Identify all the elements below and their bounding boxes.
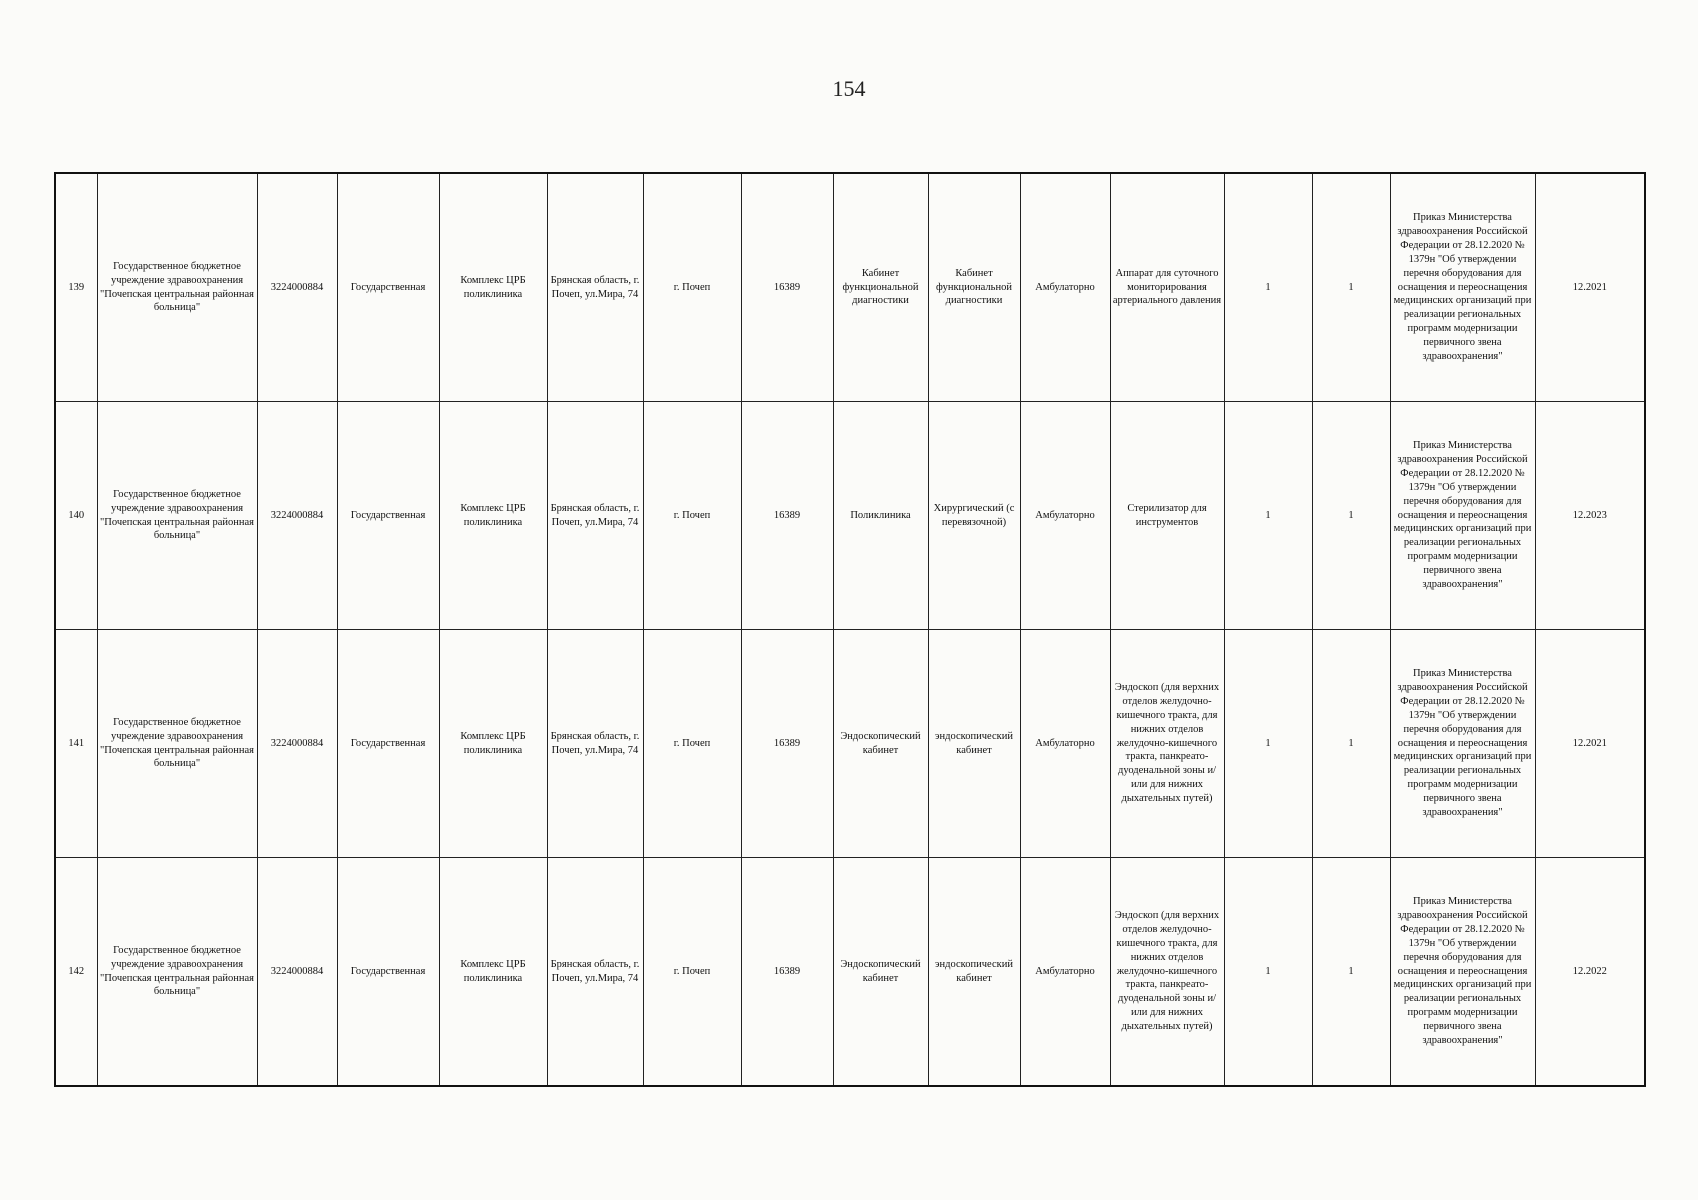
settlement: г. Почеп (643, 630, 741, 858)
building-complex: Комплекс ЦРБ поликлиника (439, 402, 547, 630)
equipment-table (54, 172, 1646, 1087)
care-type: Амбулаторно (1020, 402, 1110, 630)
row-number: 142 (55, 858, 97, 1087)
row-number: 140 (55, 402, 97, 630)
organization-name: Государственное бюджетное учреждение здравоохранения "Почепская центральная районная больница" (97, 173, 257, 402)
care-type: Амбулаторно (1020, 858, 1110, 1087)
address: Брянская область, г. Почеп, ул.Мира, 74 (547, 630, 643, 858)
row-number: 139 (55, 173, 97, 402)
organization-name: Государственное бюджетное учреждение здравоохранения "Почепская центральная районная больница" (97, 402, 257, 630)
table-row (55, 173, 1645, 402)
address: Брянская область, г. Почеп, ул.Мира, 74 (547, 402, 643, 630)
code: 16389 (741, 402, 833, 630)
ownership-form: Государственная (337, 402, 439, 630)
delivery-date: 12.2022 (1535, 858, 1645, 1087)
building-complex: Комплекс ЦРБ поликлиника (439, 630, 547, 858)
building-complex: Комплекс ЦРБ поликлиника (439, 173, 547, 402)
unit: Поликлиника (833, 402, 928, 630)
delivery-date: 12.2021 (1535, 630, 1645, 858)
equipment-name: Эндоскоп (для верхних отделов желудочно-кишечного тракта, для нижних отделов желудочно-кишечного тракта, панкреато-дуоденальной зоны и/или для нижних дыхательных путей) (1110, 630, 1224, 858)
room: Кабинет функциональной диагностики (928, 173, 1020, 402)
settlement: г. Почеп (643, 402, 741, 630)
page-number: 154 (832, 76, 866, 101)
legal-basis: Приказ Министерства здравоохранения Российской Федерации от 28.12.2020 № 1379н "Об утверждении перечня оборудования для оснащения и переоснащения медицинских организаций при реализации региональных программ модернизации первичного звена здравоохранения" (1390, 858, 1535, 1087)
ownership-form: Государственная (337, 173, 439, 402)
settlement: г. Почеп (643, 173, 741, 402)
unit: Кабинет функциональной диагностики (833, 173, 928, 402)
equipment-name: Аппарат для суточного мониторирования артериального давления (1110, 173, 1224, 402)
building-complex: Комплекс ЦРБ поликлиника (439, 858, 547, 1087)
room: эндоскопический кабинет (928, 630, 1020, 858)
quantity-purchase: 1 (1312, 173, 1390, 402)
quantity-required: 1 (1224, 173, 1312, 402)
quantity-required: 1 (1224, 630, 1312, 858)
inn: 3224000884 (257, 173, 337, 402)
table-row (55, 630, 1645, 858)
equipment-name: Эндоскоп (для верхних отделов желудочно-кишечного тракта, для нижних отделов желудочно-кишечного тракта, панкреато-дуоденальной зоны и/или для нижних дыхательных путей) (1110, 858, 1224, 1087)
inn: 3224000884 (257, 858, 337, 1087)
address: Брянская область, г. Почеп, ул.Мира, 74 (547, 858, 643, 1087)
quantity-purchase: 1 (1312, 630, 1390, 858)
address: Брянская область, г. Почеп, ул.Мира, 74 (547, 173, 643, 402)
settlement: г. Почеп (643, 858, 741, 1087)
quantity-required: 1 (1224, 858, 1312, 1087)
unit: Эндоскопический кабинет (833, 858, 928, 1087)
delivery-date: 12.2021 (1535, 173, 1645, 402)
code: 16389 (741, 173, 833, 402)
inn: 3224000884 (257, 630, 337, 858)
code: 16389 (741, 858, 833, 1087)
care-type: Амбулаторно (1020, 173, 1110, 402)
equipment-name: Стерилизатор для инструментов (1110, 402, 1224, 630)
legal-basis: Приказ Министерства здравоохранения Российской Федерации от 28.12.2020 № 1379н "Об утверждении перечня оборудования для оснащения и переоснащения медицинских организаций при реализации региональных программ модернизации первичного звена здравоохранения" (1390, 630, 1535, 858)
ownership-form: Государственная (337, 858, 439, 1087)
inn: 3224000884 (257, 402, 337, 630)
legal-basis: Приказ Министерства здравоохранения Российской Федерации от 28.12.2020 № 1379н "Об утверждении перечня оборудования для оснащения и переоснащения медицинских организаций при реализации региональных программ модернизации первичного звена здравоохранения" (1390, 173, 1535, 402)
organization-name: Государственное бюджетное учреждение здравоохранения "Почепская центральная районная больница" (97, 858, 257, 1087)
care-type: Амбулаторно (1020, 630, 1110, 858)
room: эндоскопический кабинет (928, 858, 1020, 1087)
code: 16389 (741, 630, 833, 858)
quantity-required: 1 (1224, 402, 1312, 630)
ownership-form: Государственная (337, 630, 439, 858)
organization-name: Государственное бюджетное учреждение здравоохранения "Почепская центральная районная больница" (97, 630, 257, 858)
table-row (55, 858, 1645, 1087)
room: Хирургический (с перевязочной) (928, 402, 1020, 630)
unit: Эндоскопический кабинет (833, 630, 928, 858)
quantity-purchase: 1 (1312, 402, 1390, 630)
table-row (55, 402, 1645, 630)
legal-basis: Приказ Министерства здравоохранения Российской Федерации от 28.12.2020 № 1379н "Об утверждении перечня оборудования для оснащения и переоснащения медицинских организаций при реализации региональных программ модернизации первичного звена здравоохранения" (1390, 402, 1535, 630)
row-number: 141 (55, 630, 97, 858)
delivery-date: 12.2023 (1535, 402, 1645, 630)
quantity-purchase: 1 (1312, 858, 1390, 1087)
